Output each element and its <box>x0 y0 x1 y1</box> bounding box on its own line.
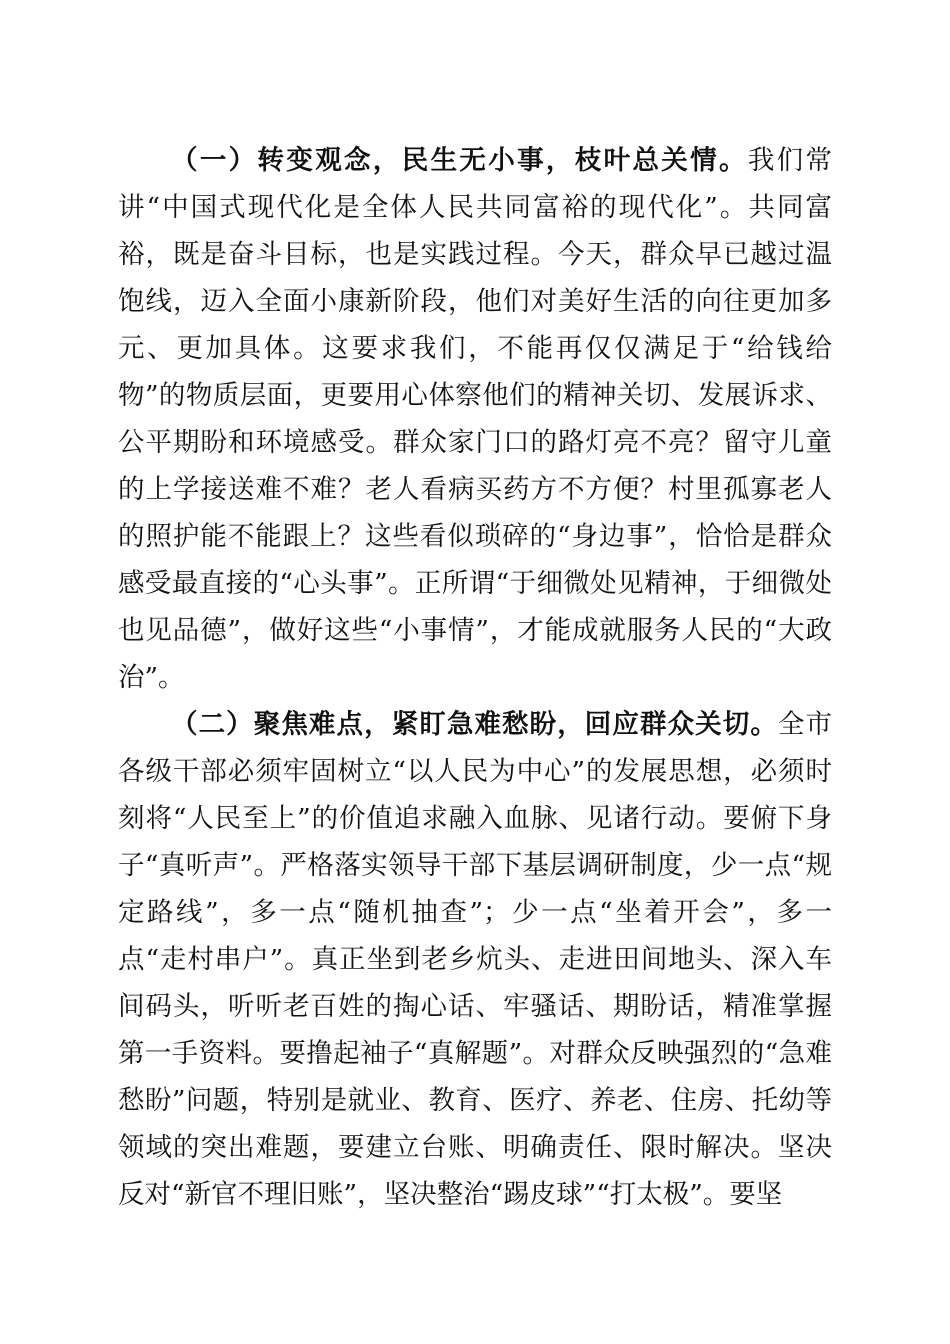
document-body <box>118 137 832 1218</box>
paragraph-2 <box>118 701 832 1218</box>
paragraph-2-heading: （二）聚焦难点，紧盯急难愁盼，回应群众关切。 <box>171 709 778 740</box>
paragraph-1 <box>118 137 832 701</box>
paragraph-1-body: 我们常讲“中国式现代化是全体人民共同富裕的现代化”。共同富裕，既是奋斗目标，也是实践过程。今天，群众早已越过温饱线，迈入全面小康新阶段，他们对美好生活的向往更加多元、更加具体。这要求我们，不能再仅仅满足于“给钱给物”的物质层面，更要用心体察他们的精神关切、发展诉求、公平期盼和环境感受。群众家门口的路灯亮不亮？留守儿童的上学接送难不难？老人看病买药方不方便？村里孤寡老人的照护能不能跟上？这些看似琐碎的“身边事”，恰恰是群众感受最直接的“心头事”。正所谓“于细微处见精神，于细微处也见品德”，做好这些“小事情”，才能成就服务人民的“大政治”。 <box>118 145 833 693</box>
paragraph-2-body: 全市各级干部必须牢固树立“以人民为中心”的发展思想，必须时刻将“人民至上”的价值追求融入血脉、见诸行动。要俯下身子“真听声”。严格落实领导干部下基层调研制度，少一点“规定路线”，多一点“随机抽查”；少一点“坐着开会”，多一点“走村串户”。真正坐到老乡炕头、走进田间地头、深入车间码头，听听老百姓的掏心话、牢骚话、期盼话，精准掌握第一手资料。要撸起袖子“真解题”。对群众反映强烈的“急难愁盼”问题，特别是就业、教育、医疗、养老、住房、托幼等领域的突出难题，要建立台账、明确责任、限时解决。坚决反对“新官不理旧账”，坚决整治“踢皮球”“打太极”。要坚 <box>118 709 833 1210</box>
paragraph-1-heading: （一）转变观念，民生无小事，枝叶总关情。 <box>171 145 748 176</box>
